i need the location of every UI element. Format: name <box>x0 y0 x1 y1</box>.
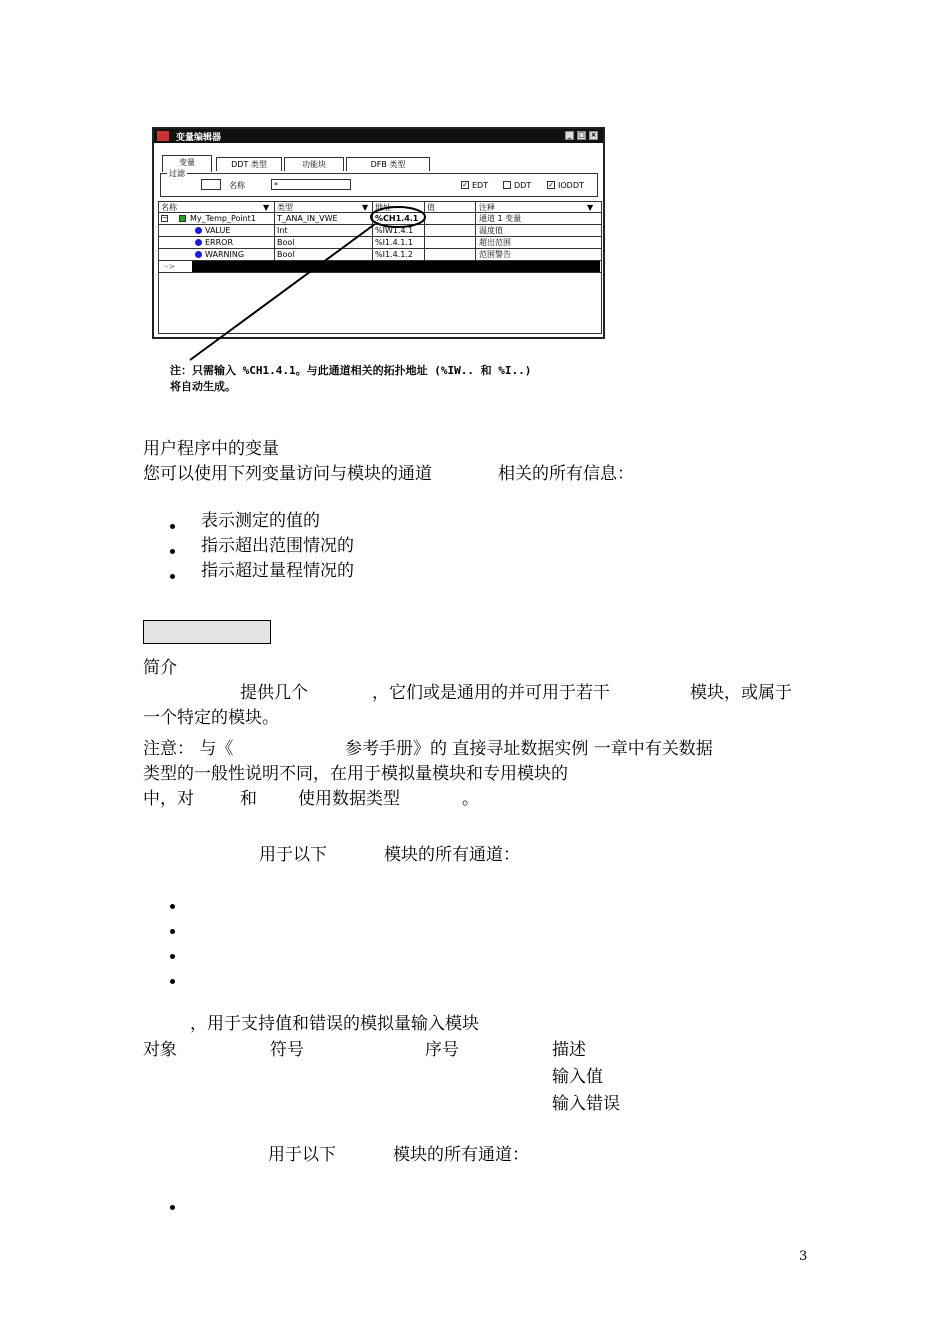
ioddt-checkbox[interactable]: ✓ <box>548 181 554 189</box>
intro-text-c: 模块，或属于 <box>690 683 792 703</box>
table-caption: ，用于支持值和错误的模拟量输入模块 <box>190 1014 479 1034</box>
note-text-line3-a: 中，对 <box>143 789 194 809</box>
new-row-marker: ·-> <box>163 262 176 271</box>
row-address[interactable]: %I1.4.1.1 <box>375 238 413 247</box>
collapse-icon[interactable]: − <box>162 214 168 222</box>
row-comment: 通道 1 变量 <box>479 214 522 223</box>
row-address[interactable]: %I1.4.1.2 <box>375 250 413 259</box>
applies2-text-a: 用于以下 <box>268 1145 336 1165</box>
sort-arrow-icon[interactable]: ▼ <box>587 203 594 212</box>
row-address[interactable]: %IW1.4.1 <box>375 226 414 235</box>
section-heading: 用户程序中的变量 <box>143 439 279 459</box>
figure-note-line1: 注：只需输入 %CH1.4.1。与此通道相关的拓扑地址 (%IW.. 和 %I..) <box>170 364 532 377</box>
intro-title: 简介 <box>143 658 177 678</box>
column-header-name[interactable]: 名称 <box>161 203 177 212</box>
filter-label: 过滤 <box>169 169 185 178</box>
row-type: Bool <box>277 250 295 259</box>
applies-text-b: 模块的所有通道： <box>384 845 520 865</box>
row-name[interactable]: ERROR <box>205 238 234 247</box>
edt-checkbox[interactable]: ✓ <box>462 181 468 189</box>
ddt-checkbox-label: DDT <box>514 181 532 190</box>
row-type: Bool <box>277 238 295 247</box>
filter-name-input[interactable]: * <box>271 179 351 190</box>
table-cell-description: 输入错误 <box>552 1094 620 1114</box>
sort-arrow-icon[interactable]: ▼ <box>263 203 270 212</box>
annotation-overlay <box>0 0 950 400</box>
intro-text-a: 提供几个 <box>240 683 308 703</box>
table-header-object: 对象 <box>143 1040 177 1060</box>
row-comment: 超出范围 <box>479 238 511 247</box>
column-header-value[interactable]: 值 <box>427 203 435 212</box>
row-name[interactable]: VALUE <box>205 226 231 235</box>
note-text-line3-c: 使用数据类型 <box>298 789 400 809</box>
row-comment: 范围警告 <box>479 250 511 259</box>
ioddt-checkbox-label: IODDT <box>558 181 584 190</box>
column-header-address[interactable]: 地址 <box>375 203 391 212</box>
sort-arrow-icon[interactable]: ▼ <box>362 203 369 212</box>
tab-variables[interactable]: 变量 <box>162 155 212 172</box>
edt-checkbox-label: EDT <box>472 181 489 190</box>
row-address[interactable]: %CH1.4.1 <box>375 214 419 223</box>
bullet-icon <box>170 954 175 959</box>
table-header-symbol: 符号 <box>270 1040 304 1060</box>
row-name[interactable]: WARNING <box>205 250 245 259</box>
row-type: T_ANA_IN_VWE <box>277 214 338 223</box>
page-number: 3 <box>799 1249 808 1264</box>
tab-dfb-types[interactable]: DFB 类型 <box>346 157 430 171</box>
row-comment: 温度值 <box>479 226 503 235</box>
address-highlight-ellipse <box>371 207 425 227</box>
applies2-text-b: 模块的所有通道： <box>393 1145 529 1165</box>
row-name[interactable]: My_Temp_Point1 <box>190 214 256 223</box>
bullet-icon <box>170 524 175 529</box>
bullet-icon <box>170 549 175 554</box>
figure-note-line2: 将自动生成。 <box>170 380 236 393</box>
bullet-icon <box>170 574 175 579</box>
maximize-icon[interactable]: □ <box>578 131 585 139</box>
note-text-line3-d: 。 <box>462 789 479 809</box>
column-header-comment[interactable]: 注释 <box>479 203 495 212</box>
table-header-description: 描述 <box>552 1040 586 1060</box>
note-text-b: 参考手册》的 直接寻址数据实例 一章中有关数据 <box>345 739 713 759</box>
section-intro-a: 您可以使用下列变量访问与模块的通道 <box>143 464 432 484</box>
close-icon[interactable]: × <box>590 131 597 139</box>
table-header-index: 序号 <box>425 1040 459 1060</box>
note-text-line3-b: 和 <box>240 789 257 809</box>
note-text-line2: 类型的一般性说明不同，在用于模拟量模块和专用模块的 <box>143 764 568 784</box>
bullet-icon <box>170 929 175 934</box>
bullet-icon <box>170 979 175 984</box>
bullet-item: 指示超出范围情况的 <box>201 536 354 556</box>
filter-name-label: 名称 <box>229 181 245 190</box>
bullet-icon <box>170 904 175 909</box>
bullet-icon <box>170 1205 175 1210</box>
note-text-a: 注意： 与《 <box>143 739 234 759</box>
section-title-box <box>143 620 271 644</box>
intro-text-b: ，它们或是通用的并可用于若干 <box>372 683 610 703</box>
tab-ddt-types[interactable]: DDT 类型 <box>216 157 282 171</box>
bullet-item: 表示测定的值的 <box>201 511 320 531</box>
minimize-icon[interactable]: _ <box>565 131 574 140</box>
editor-window-title: 变量编辑器 <box>176 133 222 143</box>
section-intro-b: 相关的所有信息： <box>498 464 634 484</box>
column-header-type[interactable]: 类型 <box>277 203 293 212</box>
row-type: Int <box>277 226 288 235</box>
applies-text-a: 用于以下 <box>259 845 327 865</box>
leader-line <box>190 224 375 360</box>
bullet-item: 指示超过量程情况的 <box>201 561 354 581</box>
intro-text-line2: 一个特定的模块。 <box>143 708 279 728</box>
table-cell-description: 输入值 <box>552 1067 603 1087</box>
tab-function-blocks[interactable]: 功能块 <box>284 157 344 171</box>
